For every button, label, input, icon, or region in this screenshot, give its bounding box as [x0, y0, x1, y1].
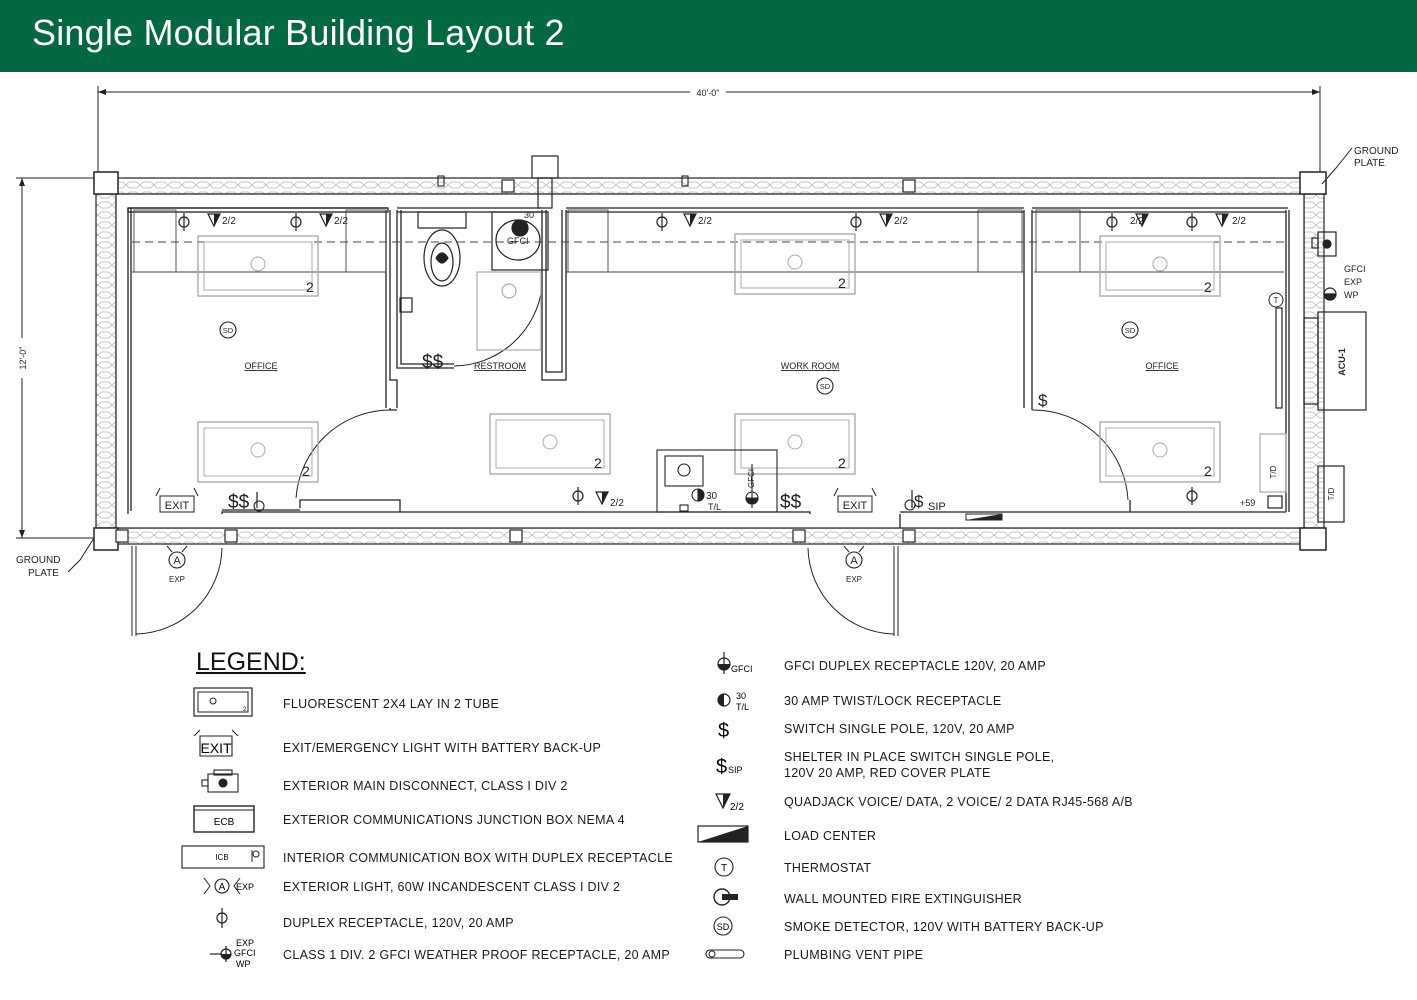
exterior-light-icon — [204, 878, 254, 894]
svg-text:2: 2 — [1204, 463, 1212, 479]
room-label-restroom: RESTROOM — [473, 361, 527, 371]
svg-text:EXIT: EXIT — [200, 740, 232, 756]
svg-text:GFCI: GFCI — [731, 664, 753, 674]
exit-light-icon — [194, 730, 238, 756]
thermostat-icon — [715, 858, 733, 876]
legend-title: LEGEND: — [196, 648, 306, 676]
legend-icb: INTERIOR COMMUNICATION BOX WITH DUPLEX RECEPTACLE — [283, 851, 673, 865]
svg-text:T/L: T/L — [708, 502, 722, 512]
legend-thermostat: THERMOSTAT — [784, 861, 872, 875]
svg-text:A: A — [218, 882, 226, 893]
svg-text:2/2: 2/2 — [894, 216, 908, 227]
svg-text:WP: WP — [236, 959, 251, 969]
legend-fluorescent: FLUORESCENT 2X4 LAY IN 2 TUBE — [283, 697, 500, 711]
svg-text:2: 2 — [838, 275, 846, 291]
svg-text:2: 2 — [1204, 279, 1212, 295]
exterior-lights — [167, 546, 864, 584]
page-title: Single Modular Building Layout 2 — [32, 12, 565, 53]
main-disconnect-icon — [202, 770, 238, 792]
svg-text:A: A — [850, 555, 858, 567]
svg-text:$$: $$ — [422, 352, 444, 373]
legend-gfci: GFCI DUPLEX RECEPTACLE 120V, 20 AMP — [784, 659, 1046, 673]
svg-text:+59: +59 — [1240, 498, 1256, 508]
svg-text:ACU-1: ACU-1 — [1337, 348, 1347, 376]
icb-icon — [182, 846, 264, 868]
legend-vent-pipe: PLUMBING VENT PIPE — [784, 948, 924, 962]
svg-text:T/L: T/L — [736, 702, 750, 712]
svg-text:2/2: 2/2 — [222, 216, 236, 227]
legend-load-center: LOAD CENTER — [784, 829, 877, 843]
depth-label: 12'-0" — [18, 346, 28, 370]
svg-text:$$: $$ — [780, 492, 802, 513]
svg-text:ICB: ICB — [215, 853, 229, 862]
svg-text:GROUND: GROUND — [16, 555, 61, 566]
gfci-icon — [718, 652, 753, 674]
svg-text:2: 2 — [838, 455, 846, 471]
legend-symbols-left — [180, 684, 290, 974]
switch-icon — [718, 720, 729, 742]
svg-text:EXP: EXP — [1344, 277, 1363, 287]
duplex-icon — [217, 908, 227, 928]
svg-text:EXP: EXP — [168, 575, 186, 584]
quadjack-icon — [716, 794, 744, 813]
svg-text:2/2: 2/2 — [334, 216, 348, 227]
smoke-detector-icon — [714, 917, 732, 935]
room-label-office-left: OFFICE — [244, 361, 278, 371]
svg-text:PLATE: PLATE — [28, 568, 59, 579]
width-label: 40'-0" — [696, 88, 720, 98]
svg-text:EXIT: EXIT — [164, 500, 190, 512]
svg-text:GFCI: GFCI — [234, 948, 256, 958]
svg-text:SD: SD — [819, 382, 831, 391]
floor-plan — [0, 72, 1417, 642]
legend-quadjack: QUADJACK VOICE/ DATA, 2 VOICE/ 2 DATA RJ45-568 A/B — [784, 795, 1133, 809]
svg-text:EXP: EXP — [236, 938, 255, 948]
svg-text:ECB: ECB — [213, 817, 235, 828]
svg-text:2/2: 2/2 — [1232, 216, 1246, 227]
room-label-office-right: OFFICE — [1145, 361, 1179, 371]
svg-text:PLATE: PLATE — [1354, 158, 1385, 169]
legend-sip-switch-detail: 120V 20 AMP, RED COVER PLATE — [784, 766, 991, 780]
svg-text:2/2: 2/2 — [730, 802, 744, 813]
svg-text:GROUND: GROUND — [1354, 146, 1399, 157]
legend-exit-light: EXIT/EMERGENCY LIGHT WITH BATTERY BACK-UP — [283, 741, 602, 755]
svg-text:$: $ — [718, 720, 730, 742]
ecb-icon — [194, 806, 254, 832]
svg-text:2: 2 — [594, 455, 602, 471]
legend-exterior-light: EXTERIOR LIGHT, 60W INCANDESCENT CLASS I DIV 2 — [283, 880, 621, 894]
svg-text:30: 30 — [706, 491, 718, 502]
svg-text:T/D: T/D — [1327, 487, 1336, 501]
svg-text:$: $ — [716, 756, 728, 778]
twist-lock-icon — [718, 691, 749, 712]
legend-duplex: DUPLEX RECEPTACLE, 120V, 20 AMP — [283, 916, 514, 930]
legend-fire-extinguisher: WALL MOUNTED FIRE EXTINGUISHER — [784, 892, 1022, 906]
legend-twist-lock: 30 AMP TWIST/LOCK RECEPTACLE — [784, 694, 1002, 708]
svg-text:SD: SD — [1124, 326, 1136, 335]
title-bar — [0, 0, 1417, 72]
width-dimension — [98, 86, 1320, 172]
legend-gfci-weatherproof: CLASS 1 DIV. 2 GFCI WEATHER PROOF RECEPTACLE, 20 AMP — [283, 948, 670, 962]
legend-smoke-detector: SMOKE DETECTOR, 120V WITH BATTERY BACK-UP — [784, 920, 1104, 934]
depth-dimension — [15, 178, 95, 538]
legend-switch: SWITCH SINGLE POLE, 120V, 20 AMP — [784, 722, 1015, 736]
svg-text:GFCI: GFCI — [747, 468, 756, 488]
sip-switch-icon — [716, 756, 743, 778]
svg-text:A: A — [173, 555, 181, 567]
fluorescent-icon — [194, 688, 252, 716]
svg-text:T: T — [720, 863, 728, 874]
svg-text:SIP: SIP — [728, 765, 743, 775]
svg-text:GFCI: GFCI — [1344, 264, 1366, 274]
svg-text:T/D: T/D — [1269, 465, 1278, 479]
legend-ecb: EXTERIOR COMMUNICATIONS JUNCTION BOX NEMA 4 — [283, 813, 625, 827]
legend-main-disconnect: EXTERIOR MAIN DISCONNECT, CLASS I DIV 2 — [283, 779, 568, 793]
svg-text:T: T — [1273, 296, 1279, 305]
fire-extinguisher-icon — [714, 889, 738, 905]
svg-text:2/2: 2/2 — [698, 216, 712, 227]
svg-text:SD: SD — [716, 922, 730, 932]
svg-text:2: 2 — [302, 463, 310, 479]
svg-text:SD: SD — [222, 326, 234, 335]
gfci-weatherproof-icon — [210, 938, 256, 969]
svg-text:2: 2 — [306, 279, 314, 295]
svg-text:WP: WP — [1344, 290, 1359, 300]
svg-text:$: $ — [1038, 391, 1048, 410]
legend-sip-switch: SHELTER IN PLACE SWITCH SINGLE POLE, — [784, 750, 1055, 764]
svg-text:GFCI: GFCI — [507, 236, 529, 246]
svg-text:SIP: SIP — [928, 501, 946, 513]
vent-pipe-icon — [706, 950, 744, 958]
svg-text:2/2: 2/2 — [1130, 216, 1144, 227]
svg-text:2/2: 2/2 — [610, 498, 624, 509]
svg-text:2: 2 — [243, 707, 247, 713]
svg-text:30: 30 — [736, 691, 747, 701]
svg-text:EXP: EXP — [845, 575, 863, 584]
legend-symbols-right — [690, 648, 780, 968]
svg-text:30: 30 — [524, 210, 535, 220]
svg-text:EXIT: EXIT — [842, 500, 868, 512]
load-center-icon — [698, 826, 748, 842]
svg-text:EXP: EXP — [236, 882, 255, 892]
svg-text:$: $ — [914, 492, 924, 511]
svg-text:$$: $$ — [228, 492, 250, 513]
room-label-work-room: WORK ROOM — [780, 361, 840, 371]
